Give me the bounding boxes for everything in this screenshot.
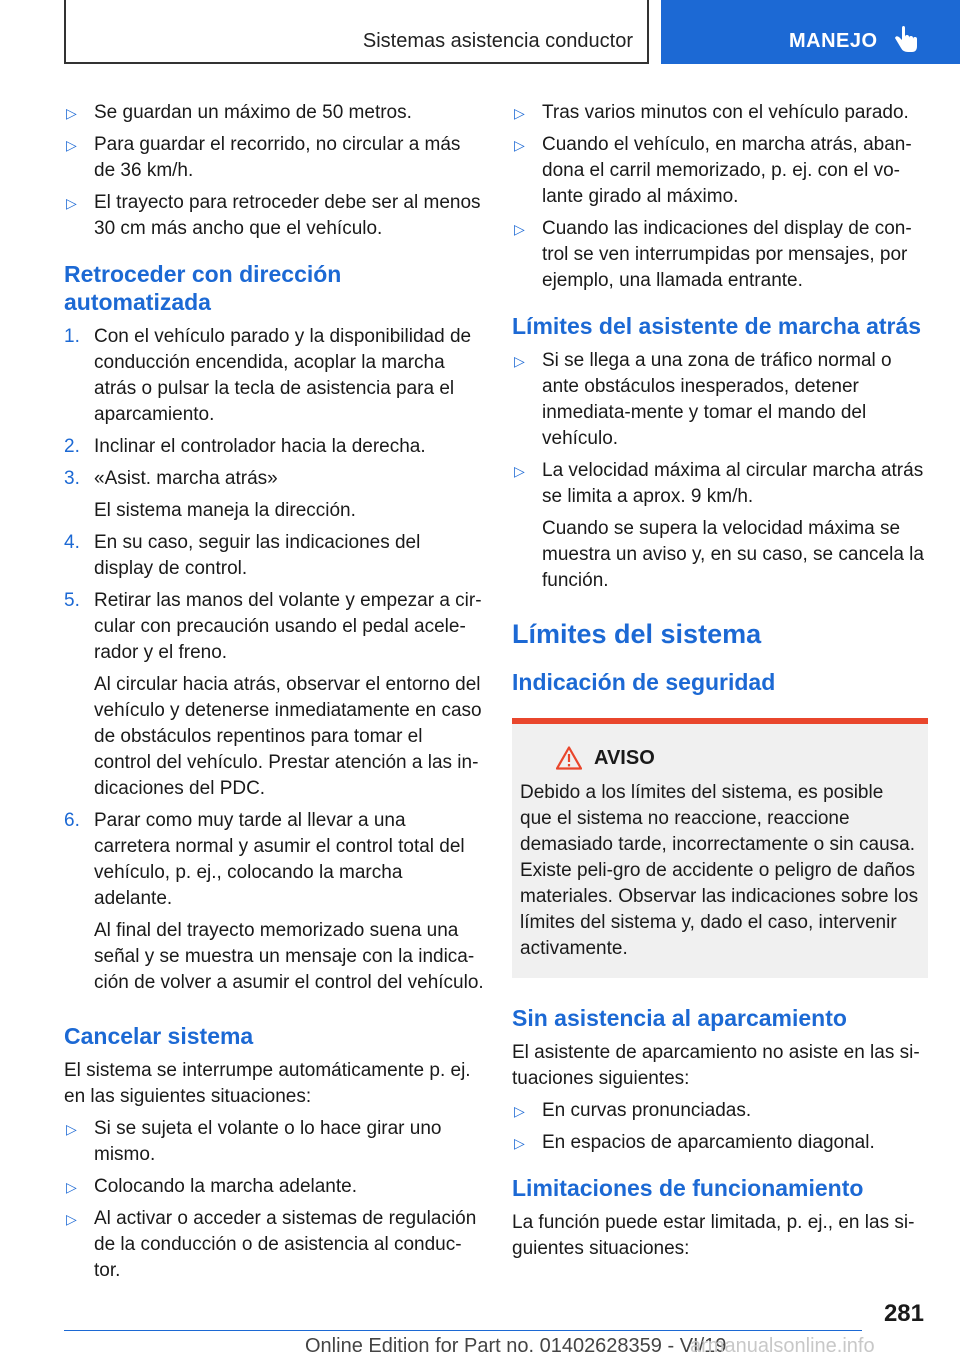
triangle-bullet-icon: ▷ bbox=[514, 221, 525, 237]
limitaciones-intro: La función puede estar limitada, p. ej., en las si-guientes situaciones: bbox=[512, 1212, 915, 1259]
list-item: ▷ Al activar o acceder a sistemas de regulación de la conducción o de asistencia al conduc-tor. bbox=[66, 1208, 477, 1281]
footer-divider bbox=[64, 1330, 862, 1331]
right-top-bullets bbox=[512, 100, 928, 294]
heading-limitaciones: Limitaciones de funcionamiento bbox=[512, 1175, 864, 1201]
cancelar-bullets bbox=[64, 1116, 484, 1284]
triangle-bullet-icon: ▷ bbox=[66, 137, 77, 153]
header-section-box bbox=[64, 0, 649, 64]
limites-bullets bbox=[512, 348, 928, 594]
hand-pointer-icon bbox=[893, 26, 919, 54]
triangle-bullet-icon: ▷ bbox=[66, 195, 77, 211]
list-item: ▷ Cuando el vehículo, en marcha atrás, aban-dona el carril memorizado, p. ej. con el vo-lante girado al máximo. bbox=[514, 134, 912, 207]
triangle-bullet-icon: ▷ bbox=[66, 1211, 77, 1227]
warning-box bbox=[512, 718, 928, 978]
heading-retroceder: Retroceder con dirección automatizada bbox=[64, 261, 342, 315]
step-item: 5. Retirar las manos del volante y empezar a cir-cular con precaución usando el pedal acele-rador y el freno. Al circular hacia atrás, observar el entorno del vehículo y detenerse inmediatamente en caso de obstáculos repentinos para tomar el control del vehículo. Prestar atención a las in-dicaciones del PDC. bbox=[64, 590, 482, 799]
header-chapter-tab[interactable] bbox=[661, 0, 960, 64]
retroceder-steps bbox=[64, 324, 484, 996]
page-header bbox=[0, 0, 960, 66]
list-item: ▷ Se guardan un máximo de 50 metros. bbox=[64, 100, 484, 126]
sin-asistencia-intro: El asistente de aparcamiento no asiste en las si-tuaciones siguientes: bbox=[512, 1042, 920, 1089]
heading-limites-sistema: Límites del sistema bbox=[512, 619, 762, 649]
left-column bbox=[64, 100, 484, 1290]
right-column bbox=[512, 100, 928, 1268]
triangle-bullet-icon: ▷ bbox=[514, 463, 525, 479]
sin-asistencia-bullets bbox=[512, 1098, 928, 1156]
triangle-bullet-icon: ▷ bbox=[514, 1103, 525, 1119]
warning-header bbox=[520, 746, 920, 774]
cancelar-intro: El sistema se interrumpe automáticamente p. ej. en las siguientes situaciones: bbox=[64, 1060, 471, 1107]
heading-sin-asistencia: Sin asistencia al aparcamiento bbox=[512, 1005, 847, 1031]
triangle-bullet-icon: ▷ bbox=[66, 1179, 77, 1195]
step-item: 1. Con el vehículo parado y la disponibilidad de conducción encendida, acoplar la marcha atrás o pulsar la tecla de asistencia para el aparcamiento. bbox=[64, 326, 472, 425]
list-item: ▷ La velocidad máxima al circular marcha atrás se limita a aprox. 9 km/h. Cuando se supera la velocidad máxima se muestra un aviso y, en su caso, se cancela la función. bbox=[514, 460, 924, 591]
left-top-bullets bbox=[64, 100, 484, 242]
warning-text: Debido a los límites del sistema, es posible que el sistema no reaccione, reaccione demasiado tarde, incorrectamente o sin causa. Existe peli-gro de accidente o peligro de daños materiales. Observar las indicaciones sobre los límites del sistema y, dado el caso, intervenir activamente. bbox=[520, 782, 919, 959]
list-item: ▷ En curvas pronunciadas. bbox=[512, 1098, 928, 1124]
list-item: ▷ Si se sujeta el volante o lo hace girar uno mismo. bbox=[66, 1118, 442, 1165]
step-item: 4. En su caso, seguir las indicaciones del display de control. bbox=[64, 532, 421, 579]
heading-cancelar: Cancelar sistema bbox=[64, 1023, 254, 1049]
header-section-title: Sistemas asistencia conductor bbox=[362, 30, 633, 52]
triangle-bullet-icon: ▷ bbox=[514, 105, 525, 121]
heading-seguridad: Indicación de seguridad bbox=[512, 669, 776, 695]
triangle-bullet-icon: ▷ bbox=[66, 1121, 77, 1137]
header-chapter-label: MANEJO bbox=[789, 30, 878, 52]
list-item: ▷ Colocando la marcha adelante. bbox=[64, 1174, 484, 1200]
list-item: ▷ Para guardar el recorrido, no circular a más de 36 km/h. bbox=[66, 134, 461, 181]
page-number: 281 bbox=[883, 1300, 924, 1327]
list-item: ▷ El trayecto para retroceder debe ser al menos 30 cm más ancho que el vehículo. bbox=[66, 192, 481, 239]
warning-title: AVISO bbox=[594, 747, 655, 769]
triangle-bullet-icon: ▷ bbox=[514, 137, 525, 153]
watermark-text: armanualsonline.info bbox=[690, 1335, 875, 1357]
list-item: ▷ Cuando las indicaciones del display de con-trol se ven interrumpidas por mensajes, por ejemplo, una llamada entrante. bbox=[514, 218, 912, 291]
list-item: ▷ En espacios de aparcamiento diagonal. bbox=[512, 1130, 928, 1156]
list-item: ▷ Si se llega a una zona de tráfico normal o ante obstáculos inesperados, detener inmediata-mente y tomar el mando del vehículo. bbox=[514, 350, 892, 449]
step-item: 2. Inclinar el controlador hacia la derecha. bbox=[64, 436, 426, 457]
list-item: ▷ Tras varios minutos con el vehículo parado. bbox=[512, 100, 928, 126]
edition-info: Online Edition for Part no. 01402628359 - VI/19 bbox=[305, 1335, 727, 1357]
triangle-bullet-icon: ▷ bbox=[514, 353, 525, 369]
warning-triangle-icon bbox=[556, 746, 582, 770]
triangle-bullet-icon: ▷ bbox=[514, 1135, 525, 1151]
step-item: 3. «Asist. marcha atrás» El sistema maneja la dirección. bbox=[64, 468, 356, 521]
step-item: 6. Parar como muy tarde al llevar a una carretera normal y asumir el control total del vehículo, p. ej., colocando la marcha adelante. Al final del trayecto memorizado suena una señal y se muestra un mensaje con la indica-ción de volver a asumir el control del vehículo. bbox=[64, 810, 484, 993]
heading-limites-asistente: Límites del asistente de marcha atrás bbox=[512, 313, 922, 339]
triangle-bullet-icon: ▷ bbox=[66, 105, 77, 121]
